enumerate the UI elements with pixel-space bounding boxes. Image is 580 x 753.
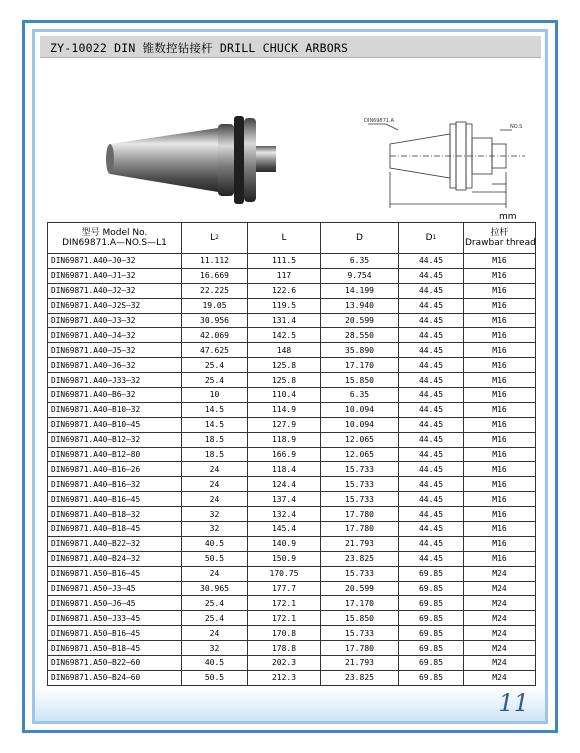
cell-d: 17.780 [321, 522, 399, 537]
cell-d1: 69.85 [399, 641, 464, 656]
header-l: L [248, 223, 321, 254]
page-number: 11 [498, 689, 529, 717]
cell-model: DIN69871.A40—B24—32 [48, 551, 182, 566]
cell-d: 35.890 [321, 343, 399, 358]
cell-d: 6.35 [321, 388, 399, 403]
cell-l: 150.9 [248, 551, 321, 566]
cell-l2: 24 [182, 626, 248, 641]
cell-l: 170.8 [248, 626, 321, 641]
cell-l2: 47.625 [182, 343, 248, 358]
cell-model: DIN69871.A40—B10—32 [48, 402, 182, 417]
cell-d1: 69.85 [399, 611, 464, 626]
cell-drawbar: M16 [464, 343, 536, 358]
cell-model: DIN69871.A50—B16—45 [48, 626, 182, 641]
table-row [48, 536, 536, 551]
table-row [48, 432, 536, 447]
cell-drawbar: M16 [464, 536, 536, 551]
cell-model: DIN69871.A40—J33—32 [48, 373, 182, 388]
table-row [48, 626, 536, 641]
cell-l: 142.5 [248, 328, 321, 343]
cell-d: 15.733 [321, 566, 399, 581]
cell-l: 119.5 [248, 298, 321, 313]
cell-d1: 44.45 [399, 313, 464, 328]
cell-l: 132.4 [248, 507, 321, 522]
cell-drawbar: M16 [464, 492, 536, 507]
cell-drawbar: M16 [464, 313, 536, 328]
cell-l2: 25.4 [182, 358, 248, 373]
cell-l: 148 [248, 343, 321, 358]
cell-drawbar: M16 [464, 447, 536, 462]
cell-l2: 32 [182, 641, 248, 656]
cell-model: DIN69871.A50—B22—60 [48, 656, 182, 671]
cell-d: 17.780 [321, 507, 399, 522]
cell-model: DIN69871.A40—B18—32 [48, 507, 182, 522]
cell-d1: 44.45 [399, 462, 464, 477]
cell-drawbar: M16 [464, 328, 536, 343]
cell-l: 202.3 [248, 656, 321, 671]
cell-l: 170.75 [248, 566, 321, 581]
cell-l2: 25.4 [182, 373, 248, 388]
table-row [48, 358, 536, 373]
cell-model: DIN69871.A40—J5—32 [48, 343, 182, 358]
cell-l2: 10 [182, 388, 248, 403]
drawing-ref-label: DIN69871.A [364, 118, 394, 124]
cell-d1: 44.45 [399, 283, 464, 298]
cell-d: 12.065 [321, 447, 399, 462]
cell-model: DIN69871.A40—J6—32 [48, 358, 182, 373]
cell-d: 15.850 [321, 611, 399, 626]
table-row [48, 492, 536, 507]
cell-l2: 11.112 [182, 254, 248, 269]
cell-d: 17.780 [321, 641, 399, 656]
unit-label: mm [499, 212, 517, 222]
cell-model: DIN69871.A40—J0—32 [48, 254, 182, 269]
table-row [48, 611, 536, 626]
cell-d: 23.825 [321, 670, 399, 685]
cell-l2: 24 [182, 492, 248, 507]
cell-model: DIN69871.A40—J3—32 [48, 313, 182, 328]
cell-model: DIN69871.A50—B18—45 [48, 641, 182, 656]
table-row [48, 566, 536, 581]
cell-l: 140.9 [248, 536, 321, 551]
page-title: ZY-10022 DIN 锥数控钻接杆 DRILL CHUCK ARBORS [50, 41, 349, 55]
cell-l2: 19.05 [182, 298, 248, 313]
cell-drawbar: M16 [464, 417, 536, 432]
cell-drawbar: M16 [464, 432, 536, 447]
cell-model: DIN69871.A40—B16—26 [48, 462, 182, 477]
cell-l: 145.4 [248, 522, 321, 537]
cell-l: 124.4 [248, 477, 321, 492]
cell-drawbar: M16 [464, 507, 536, 522]
header-model-en: DIN69871.A—NO.S—L1 [62, 238, 167, 248]
cell-d: 15.733 [321, 626, 399, 641]
cell-l2: 24 [182, 477, 248, 492]
header-l2-sub: 2 [215, 234, 219, 241]
cell-d: 15.850 [321, 373, 399, 388]
cell-d: 21.793 [321, 536, 399, 551]
cell-l: 172.1 [248, 596, 321, 611]
table-row [48, 254, 536, 269]
cell-model: DIN69871.A40—B12—32 [48, 432, 182, 447]
cell-d1: 44.45 [399, 268, 464, 283]
cell-d: 17.170 [321, 596, 399, 611]
cell-d: 15.733 [321, 477, 399, 492]
cell-model: DIN69871.A40—B10—45 [48, 417, 182, 432]
content-frame [32, 29, 548, 724]
cell-model: DIN69871.A40—J1—32 [48, 268, 182, 283]
table-row [48, 596, 536, 611]
cell-d: 20.599 [321, 313, 399, 328]
cell-l2: 24 [182, 566, 248, 581]
cell-d: 21.793 [321, 656, 399, 671]
page-frame [22, 20, 558, 733]
cell-l: 122.6 [248, 283, 321, 298]
cell-d1: 44.45 [399, 328, 464, 343]
table-row [48, 283, 536, 298]
cell-l: 118.4 [248, 462, 321, 477]
table-row [48, 477, 536, 492]
cell-d1: 44.45 [399, 492, 464, 507]
cell-d1: 44.45 [399, 432, 464, 447]
table-row [48, 313, 536, 328]
cell-d: 28.550 [321, 328, 399, 343]
cell-drawbar: M24 [464, 596, 536, 611]
cell-l: 111.5 [248, 254, 321, 269]
header-d1 [399, 223, 464, 254]
table-row [48, 670, 536, 685]
drawing-thread-label: NO.S [510, 124, 523, 130]
cell-d1: 44.45 [399, 522, 464, 537]
cell-model: DIN69871.A40—B18—45 [48, 522, 182, 537]
cell-drawbar: M16 [464, 373, 536, 388]
header-l2 [182, 223, 248, 254]
cell-d1: 44.45 [399, 298, 464, 313]
cell-drawbar: M16 [464, 254, 536, 269]
cell-drawbar: M24 [464, 626, 536, 641]
cell-d: 20.599 [321, 581, 399, 596]
cell-l: 110.4 [248, 388, 321, 403]
cell-d: 12.065 [321, 432, 399, 447]
cell-d: 13.940 [321, 298, 399, 313]
header-model [48, 223, 182, 254]
cell-drawbar: M24 [464, 566, 536, 581]
cell-model: DIN69871.A40—J4—32 [48, 328, 182, 343]
cell-d: 10.094 [321, 402, 399, 417]
table-row [48, 641, 536, 656]
cell-l2: 24 [182, 462, 248, 477]
cell-drawbar: M16 [464, 551, 536, 566]
cell-l: 177.7 [248, 581, 321, 596]
cell-d1: 44.45 [399, 343, 464, 358]
cell-drawbar: M16 [464, 402, 536, 417]
cell-l2: 42.069 [182, 328, 248, 343]
cell-drawbar: M16 [464, 358, 536, 373]
cell-d1: 44.45 [399, 447, 464, 462]
cell-d1: 69.85 [399, 581, 464, 596]
table-row [48, 388, 536, 403]
cell-d1: 44.45 [399, 417, 464, 432]
cell-d1: 69.85 [399, 596, 464, 611]
cell-drawbar: M16 [464, 298, 536, 313]
table-body [48, 254, 536, 686]
table-row [48, 447, 536, 462]
cell-l: 166.9 [248, 447, 321, 462]
footer-band [35, 687, 545, 721]
cell-l: 125.8 [248, 373, 321, 388]
cell-l2: 18.5 [182, 447, 248, 462]
header-d: D [321, 223, 399, 254]
cell-d1: 69.85 [399, 626, 464, 641]
table-row [48, 507, 536, 522]
header-drawbar [464, 223, 536, 254]
table-row [48, 328, 536, 343]
cell-l2: 18.5 [182, 432, 248, 447]
cell-d1: 69.85 [399, 566, 464, 581]
cell-l: 127.9 [248, 417, 321, 432]
cell-d1: 44.45 [399, 551, 464, 566]
cell-model: DIN69871.A50—J3—45 [48, 581, 182, 596]
arbor-photo [100, 108, 280, 212]
technical-drawing [350, 92, 545, 216]
cell-drawbar: M16 [464, 462, 536, 477]
cell-drawbar: M24 [464, 670, 536, 685]
table-row [48, 462, 536, 477]
cell-d1: 69.85 [399, 670, 464, 685]
cell-drawbar: M24 [464, 641, 536, 656]
cell-model: DIN69871.A50—B24—60 [48, 670, 182, 685]
cell-l: 125.8 [248, 358, 321, 373]
cell-drawbar: M24 [464, 581, 536, 596]
cell-d: 17.170 [321, 358, 399, 373]
cell-drawbar: M16 [464, 522, 536, 537]
cell-model: DIN69871.A50—J33—45 [48, 611, 182, 626]
table-row [48, 402, 536, 417]
cell-d: 10.094 [321, 417, 399, 432]
cell-model: DIN69871.A50—J6—45 [48, 596, 182, 611]
cell-l: 114.9 [248, 402, 321, 417]
cell-l: 131.4 [248, 313, 321, 328]
cell-d: 15.733 [321, 462, 399, 477]
cell-l2: 22.225 [182, 283, 248, 298]
cell-d1: 44.45 [399, 507, 464, 522]
cell-l: 137.4 [248, 492, 321, 507]
specifications-table [47, 222, 536, 686]
cell-d: 9.754 [321, 268, 399, 283]
header-drawbar-cn: 拉杆 [490, 228, 509, 238]
cell-drawbar: M16 [464, 268, 536, 283]
header-d1-sub: 1 [432, 234, 437, 241]
cell-l2: 32 [182, 507, 248, 522]
cell-drawbar: M24 [464, 656, 536, 671]
table-row [48, 656, 536, 671]
cell-l2: 50.5 [182, 551, 248, 566]
cell-l2: 40.5 [182, 536, 248, 551]
cell-l2: 30.956 [182, 313, 248, 328]
table-row [48, 343, 536, 358]
cell-d1: 44.45 [399, 388, 464, 403]
cell-l2: 32 [182, 522, 248, 537]
cell-l: 212.3 [248, 670, 321, 685]
cell-l: 117 [248, 268, 321, 283]
table-row [48, 551, 536, 566]
table-row [48, 373, 536, 388]
table-row [48, 298, 536, 313]
cell-l: 118.9 [248, 432, 321, 447]
cell-model: DIN69871.A40—B12—80 [48, 447, 182, 462]
cell-l2: 40.5 [182, 656, 248, 671]
table-header-row [48, 223, 536, 254]
table-row [48, 581, 536, 596]
cell-d1: 44.45 [399, 477, 464, 492]
cell-d: 23.825 [321, 551, 399, 566]
cell-model: DIN69871.A40—B16—45 [48, 492, 182, 507]
header-d1-label: D [425, 233, 433, 243]
cell-l2: 25.4 [182, 611, 248, 626]
table-row [48, 417, 536, 432]
cell-d1: 69.85 [399, 656, 464, 671]
cell-l2: 30.965 [182, 581, 248, 596]
cell-model: DIN69871.A50—B16—45 [48, 566, 182, 581]
cell-d: 14.199 [321, 283, 399, 298]
cell-l2: 14.5 [182, 417, 248, 432]
cell-d: 15.733 [321, 492, 399, 507]
table-row [48, 522, 536, 537]
cell-l2: 50.5 [182, 670, 248, 685]
cell-l2: 16.669 [182, 268, 248, 283]
cell-d1: 44.45 [399, 254, 464, 269]
cell-model: DIN69871.A40—B16—32 [48, 477, 182, 492]
title-bar [40, 36, 541, 58]
cell-l2: 14.5 [182, 402, 248, 417]
cell-model: DIN69871.A40—J2S—32 [48, 298, 182, 313]
cell-drawbar: M24 [464, 611, 536, 626]
cell-model: DIN69871.A40—B6—32 [48, 388, 182, 403]
cell-drawbar: M16 [464, 388, 536, 403]
cell-d: 6.35 [321, 254, 399, 269]
cell-d1: 44.45 [399, 402, 464, 417]
cell-model: DIN69871.A40—J2—32 [48, 283, 182, 298]
cell-l2: 25.4 [182, 596, 248, 611]
header-model-cn: 型号 Model No. [81, 228, 148, 238]
cell-l: 172.1 [248, 611, 321, 626]
cell-drawbar: M16 [464, 477, 536, 492]
table-row [48, 268, 536, 283]
cell-drawbar: M16 [464, 283, 536, 298]
header-l2-label: L [210, 233, 216, 243]
cell-d1: 44.45 [399, 536, 464, 551]
cell-l: 178.8 [248, 641, 321, 656]
cell-d1: 44.45 [399, 358, 464, 373]
cell-d1: 44.45 [399, 373, 464, 388]
header-drawbar-en: Drawbar thread [465, 238, 536, 248]
cell-model: DIN69871.A40—B22—32 [48, 536, 182, 551]
